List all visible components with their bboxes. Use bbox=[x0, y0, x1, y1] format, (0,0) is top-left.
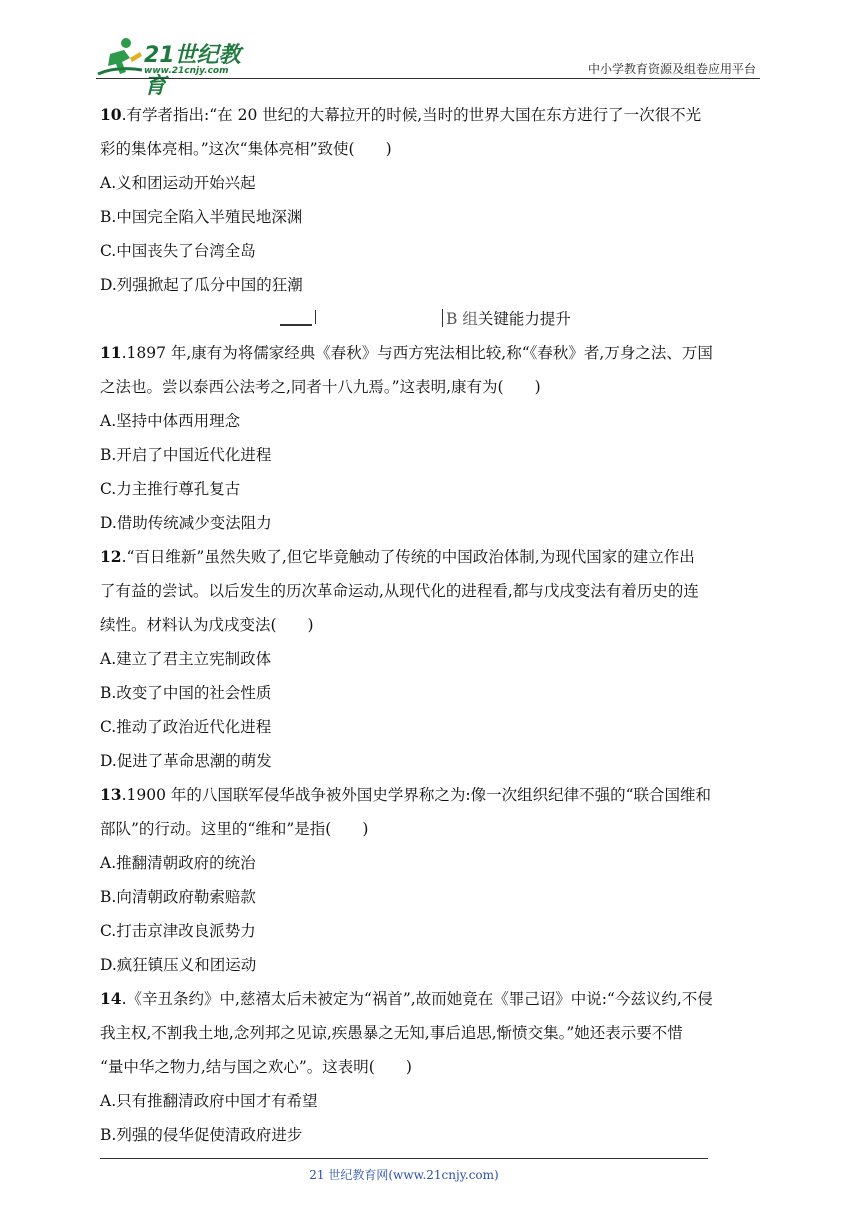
question-number: 10 bbox=[100, 105, 122, 124]
option-b: B.向清朝政府勒索赔款 bbox=[100, 888, 256, 906]
page-header bbox=[96, 30, 756, 99]
option-b: B.列强的侵华促使清政府进步 bbox=[100, 1126, 303, 1144]
option-a: A.只有推翻清政府中国才有希望 bbox=[100, 1092, 318, 1110]
option-b: B.改变了中国的社会性质 bbox=[100, 684, 272, 702]
logo-text: 21世纪教育 bbox=[144, 43, 241, 99]
question-line: 彩的集体亮相。”这次“集体亮相”致使( ) bbox=[100, 140, 392, 158]
option-d: D.列强掀起了瓜分中国的狂潮 bbox=[100, 276, 303, 294]
section-bar-icon bbox=[442, 309, 443, 327]
question-line: 11.1897 年,康有为将儒家经典《春秋》与西方宪法相比较,称“《春秋》者,万身之法、万国 bbox=[100, 343, 713, 362]
question-number: 14 bbox=[100, 989, 122, 1008]
section-label: B 组关键能力提升 bbox=[446, 310, 571, 328]
question-number: 11 bbox=[100, 343, 122, 362]
question-line: 10.有学者指出:“在 20 世纪的大幕拉开的时候,当时的世界大国在东方进行了一次很不光 bbox=[100, 105, 702, 124]
question-line: 13.1900 年的八国联军侵华战争被外国史学界称之为:像一次组织纪律不强的“联合国维和 bbox=[100, 785, 712, 804]
question-content bbox=[100, 98, 762, 1152]
option-b: B.开启了中国近代化进程 bbox=[100, 446, 272, 464]
footer-divider bbox=[100, 1158, 708, 1159]
runner-logo-icon bbox=[96, 36, 144, 80]
option-a: A.推翻清朝政府的统治 bbox=[100, 854, 256, 872]
footer-link[interactable]: 21 世纪教育网(www.21cnjy.com) bbox=[309, 1168, 499, 1182]
header-divider bbox=[96, 78, 760, 79]
question-line: 了有益的尝试。以后发生的历次革命运动,从现代化的进程看,都与戊戌变法有着历史的连 bbox=[100, 582, 699, 600]
option-a: A.义和团运动开始兴起 bbox=[100, 174, 256, 192]
logo-url: www.21cnjy.com bbox=[144, 66, 229, 76]
question-13 bbox=[100, 778, 762, 982]
question-12 bbox=[100, 540, 762, 778]
option-d: D.疯狂镇压义和团运动 bbox=[100, 956, 257, 974]
option-a: A.建立了君主立宪制政体 bbox=[100, 650, 272, 668]
question-10 bbox=[100, 98, 762, 302]
option-b: B.中国完全陷入半殖民地深渊 bbox=[100, 208, 303, 226]
section-title bbox=[100, 302, 762, 336]
section-decoration-icon bbox=[280, 314, 312, 326]
question-line: 14.《辛丑条约》中,慈禧太后未被定为“祸首”,故而她竟在《罪己诏》中说:“今兹议约,不侵 bbox=[100, 989, 713, 1008]
platform-label: 中小学教育资源及组卷应用平台 bbox=[587, 62, 756, 76]
option-c: C.力主推行尊孔复古 bbox=[100, 480, 241, 498]
option-c: C.推动了政治近代化进程 bbox=[100, 718, 272, 736]
option-d: D.借助传统减少变法阻力 bbox=[100, 514, 272, 532]
question-11 bbox=[100, 336, 762, 540]
question-line: 续性。材料认为戊戌变法( ) bbox=[100, 616, 314, 634]
question-number: 12 bbox=[100, 547, 122, 566]
question-line: 12.“百日维新”虽然失败了,但它毕竟触动了传统的中国政治体制,为现代国家的建立作出 bbox=[100, 547, 695, 566]
option-c: C.打击京津改良派势力 bbox=[100, 922, 256, 940]
option-c: C.中国丧失了台湾全岛 bbox=[100, 242, 256, 260]
logo bbox=[96, 36, 261, 99]
question-14 bbox=[100, 982, 762, 1152]
question-line: 我主权,不割我土地,念列邦之见谅,疾愚暴之无知,事后追思,惭愤交集。”她还表示要不惜 bbox=[100, 1024, 683, 1042]
question-line: “量中华之物力,结与国之欢心”。这表明( ) bbox=[100, 1058, 412, 1076]
question-line: 之法也。尝以泰西公法考之,同者十八九焉。”这表明,康有为( ) bbox=[100, 378, 541, 396]
question-number: 13 bbox=[100, 785, 122, 804]
option-d: D.促进了革命思潮的萌发 bbox=[100, 752, 272, 770]
question-line: 部队”的行动。这里的“维和”是指( ) bbox=[100, 820, 369, 838]
option-a: A.坚持中体西用理念 bbox=[100, 412, 241, 430]
